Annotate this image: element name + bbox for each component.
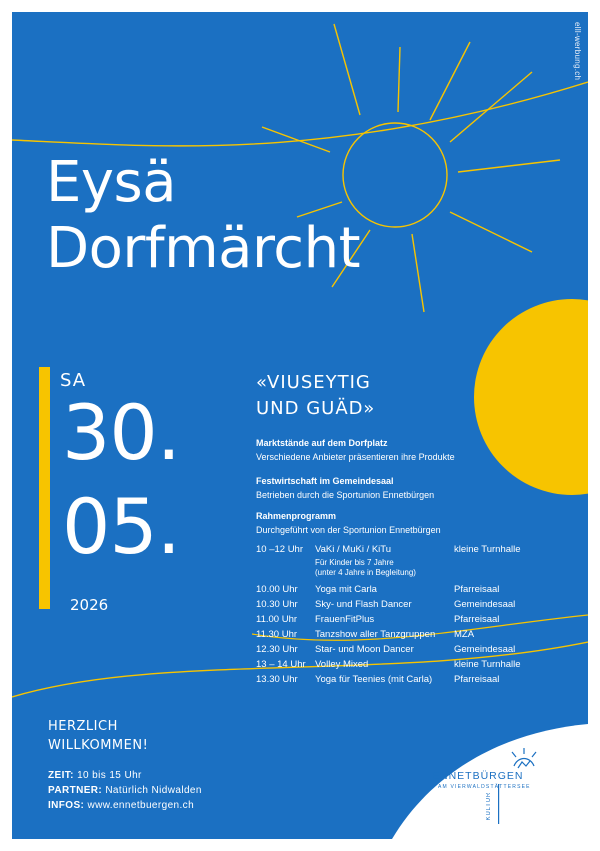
credit-label: elll-werbung.ch <box>573 22 582 81</box>
schedule-place: kleine Turnhalle <box>454 544 521 555</box>
date-month: 05. <box>62 482 180 571</box>
date-accent-bar <box>39 367 50 609</box>
slogan <box>256 370 375 422</box>
schedule-place: MZA <box>454 629 475 640</box>
logo-name: ENNETBÜRGEN <box>432 770 524 782</box>
big-date <box>62 386 180 574</box>
info-block <box>48 768 202 813</box>
schedule-time: 10 –12 Uhr <box>256 544 304 555</box>
schedule-note: (unter 4 Jahre in Begleitung) <box>315 568 416 577</box>
schedule-time: 10.30 Uhr <box>256 599 298 610</box>
schedule-time: 13 – 14 Uhr <box>256 659 306 670</box>
section-heading: Marktstände auf dem Dorfplatz <box>256 438 388 448</box>
schedule-note: Für Kinder bis 7 Jahre <box>315 558 394 567</box>
date-year: 2026 <box>70 596 109 614</box>
schedule-time: 13.30 Uhr <box>256 674 298 685</box>
info-value: Natürlich Nidwalden <box>105 785 202 796</box>
welcome-line-1: HERZLICH <box>48 719 118 734</box>
schedule-activity: Tanzshow aller Tanzgruppen <box>315 629 436 640</box>
logo-subtitle: AM VIERWALDSTÄTTERSEE <box>438 784 531 790</box>
section-heading: Festwirtschaft im Gemeindesaal <box>256 476 394 486</box>
schedule-activity: Sky- und Flash Dancer <box>315 599 412 610</box>
info-label: PARTNER: <box>48 785 103 796</box>
info-value: 10 bis 15 Uhr <box>77 770 142 781</box>
schedule-time: 11.30 Uhr <box>256 629 298 640</box>
section-heading: Rahmenprogramm <box>256 511 337 521</box>
welcome-line-2: WILLKOMMEN! <box>48 738 149 753</box>
section-text: Durchgeführt von der Sportunion Ennetbürgen <box>256 525 441 535</box>
info-website <box>48 798 202 813</box>
schedule-place: Pfarreisaal <box>454 614 500 625</box>
logo-kultur: KULTUR <box>486 792 492 821</box>
schedule-activity: Volley Mixed <box>315 659 369 670</box>
schedule-place: Gemeindesaal <box>454 644 516 655</box>
schedule-time: 11.00 Uhr <box>256 614 298 625</box>
date-day: 30. <box>62 388 180 477</box>
schedule-place: Pfarreisaal <box>454 584 500 595</box>
schedule-activity: FrauenFitPlus <box>315 614 375 625</box>
schedule-activity: VaKi / MuKi / KiTu <box>315 544 392 555</box>
event-title <box>46 150 360 282</box>
schedule-time: 10.00 Uhr <box>256 584 298 595</box>
schedule-activity: Star- und Moon Dancer <box>315 644 414 655</box>
section-markets <box>256 436 455 464</box>
slogan-line-2: UND GUÄD» <box>256 398 376 419</box>
schedule-place: Gemeindesaal <box>454 599 516 610</box>
section-text: Verschiedene Anbieter präsentieren ihre Produkte <box>256 452 455 462</box>
schedule-activity: Yoga mit Carla <box>315 584 377 595</box>
website-link[interactable]: www.ennetbuergen.ch <box>87 800 195 811</box>
slogan-line-1: «VIUSEYTIG <box>256 372 371 393</box>
section-text: Betrieben durch die Sportunion Ennetbürgen <box>256 490 435 500</box>
schedule-time: 12.30 Uhr <box>256 644 298 655</box>
section-rahmenprogramm <box>256 509 441 537</box>
info-label: INFOS: <box>48 800 85 811</box>
schedule-place: kleine Turnhalle <box>454 659 521 670</box>
title-line-1: Eysä <box>46 150 177 215</box>
info-time <box>48 768 202 783</box>
poster <box>12 12 588 839</box>
schedule-activity: Yoga für Teenies (mit Carla) <box>315 674 433 685</box>
info-label: ZEIT: <box>48 770 74 781</box>
info-partner <box>48 783 202 798</box>
title-line-2: Dorfmärcht <box>46 216 361 281</box>
section-festwirtschaft <box>256 474 434 502</box>
welcome-message <box>48 717 148 755</box>
schedule-place: Pfarreisaal <box>454 674 500 685</box>
weekday: SA <box>60 370 87 391</box>
